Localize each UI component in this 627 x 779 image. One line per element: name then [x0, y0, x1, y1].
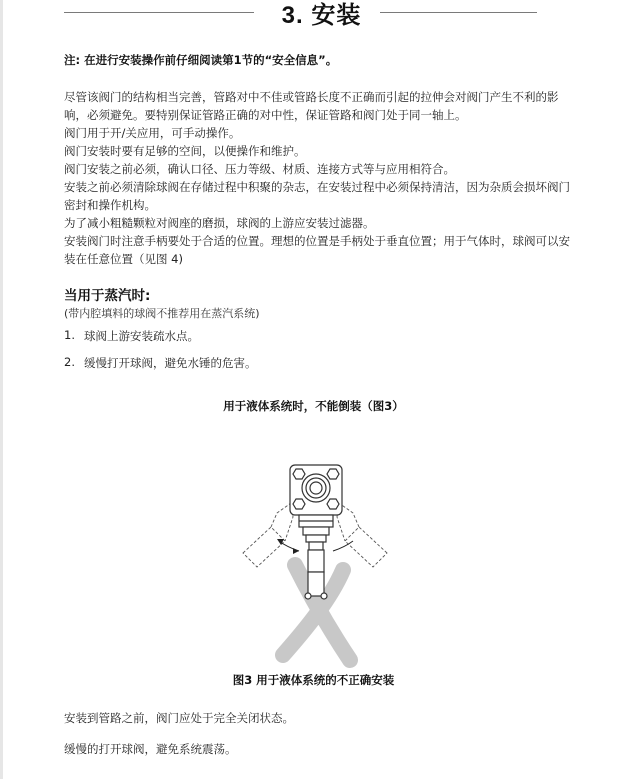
paragraph: 尽管该阀门的结构相当完善，管路对中不佳或管路长度不正确而引起的拉伸会对阀门产生不利的影响，必须避免。要特别保证管路正确的对中性，保证管路和阀门处于同一轴上。: [64, 90, 559, 122]
page-edge: [0, 0, 3, 779]
after-figure-notes: [64, 710, 294, 772]
figure-caption: 图3 用于液体系统的不正确安装: [232, 673, 395, 687]
paragraph: 阀门用于开/关应用，可手动操作。: [64, 126, 241, 140]
section-header: [64, 0, 473, 36]
section-title: 3. 安装: [281, 2, 362, 29]
paragraph: 安装到管路之前，阀门应处于完全关闭状态。: [64, 711, 294, 725]
valve-diagram-icon: [235, 455, 395, 670]
steam-subheading: (带内腔填料的球阀不推荐用在蒸汽系统): [64, 307, 260, 320]
paragraph: 阀门安装时要有足够的空间，以便操作和维护。: [64, 144, 306, 158]
paragraph: 缓慢的打开球阀，避免系统震荡。: [64, 742, 237, 756]
installation-paragraphs: [64, 88, 574, 268]
header-rule-left: [64, 12, 254, 13]
figure-heading: 用于液体系统时，不能倒装（图3）: [223, 399, 404, 413]
paragraph: 安装阀门时注意手柄要处于合适的位置。理想的位置是手柄处于垂直位置；用于气体时，球阀可以安装在任意位置（见图 4): [64, 234, 570, 266]
paragraph: 安装之前必须清除球阀在存储过程中积聚的杂志，在安装过程中必须保持清洁，因为杂质会损坏阀门密封和操作机构。: [64, 180, 570, 212]
safety-note: 注: 在进行安装操作前仔细阅读第1节的“安全信息”。: [64, 53, 338, 67]
step-text: 缓慢打开球阀，避免水锤的危害。: [84, 356, 257, 370]
incorrect-installation-figure: [235, 455, 395, 670]
paragraph: 为了减小粗糙颗粒对阀座的磨损，球阀的上游应安装过滤器。: [64, 216, 375, 230]
step-number: 2.: [64, 355, 75, 369]
step-text: 球阀上游安装疏水点。: [84, 329, 199, 343]
paragraph: 阀门安装之前必须，确认口径、压力等级、材质、连接方式等与应用相符合。: [64, 162, 455, 176]
steam-heading: 当用于蒸汽时:: [64, 288, 151, 304]
header-rule-right: [380, 12, 537, 13]
step-number: 1.: [64, 328, 75, 342]
